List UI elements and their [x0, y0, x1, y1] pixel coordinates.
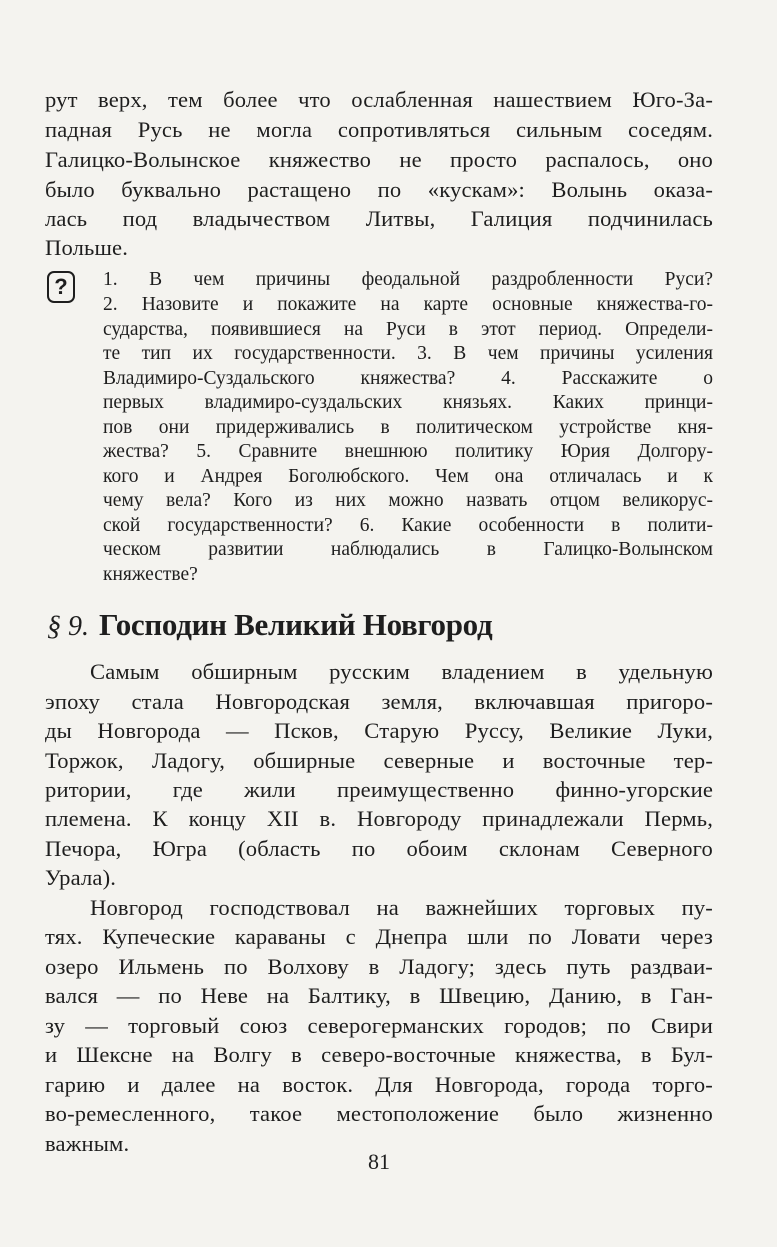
- question-line: первых владимиро-суздальских князьях. Каких принци-: [103, 392, 713, 413]
- question-line: ской государственности? 6. Какие особенности в полити-: [103, 515, 713, 536]
- section-title: Господин Великий Новгород: [99, 607, 493, 642]
- text-line: Галицко-Волынское княжество не просто распалось, оно: [45, 147, 713, 172]
- question-line: 2. Назовите и покажите на карте основные княжества-го-: [103, 294, 713, 315]
- question-line: ческом развитии наблюдались в Галицко-Волынском: [103, 539, 713, 560]
- text-line: рут верх, тем более что ослабленная нашествием Юго-За-: [45, 87, 713, 112]
- text-line: Торжок, Ладогу, обширные северные и восточные тер-: [45, 748, 713, 773]
- text-line: эпоху стала Новгородская земля, включавшая пригоро-: [45, 689, 713, 714]
- text-line: лась под владычеством Литвы, Галиция подчинилась: [45, 206, 713, 231]
- text-line: озеро Ильмень по Волхову в Ладогу; здесь путь раздваи-: [45, 954, 713, 979]
- page-number: 81: [368, 1149, 390, 1174]
- text-line: и Шексне на Волгу в северо-восточные княжества, в Бул-: [45, 1042, 713, 1067]
- text-line: Самым обширным русским владением в удельную: [90, 659, 713, 684]
- text-line: зу — торговый союз северогерманских городов; по Свири: [45, 1013, 713, 1038]
- section-heading: [47, 609, 492, 641]
- text-line: было буквально растащено по «кускам»: Волынь оказа-: [45, 177, 713, 202]
- question-line: кого и Андрея Боголюбского. Чем она отличалась и к: [103, 466, 713, 487]
- question-line: жества? 5. Сравните внешнюю политику Юрия Долгору-: [103, 441, 713, 462]
- question-line: сударства, появившиеся на Руси в этот период. Определи-: [103, 319, 713, 340]
- question-line: Владимиро-Суздальского княжества? 4. Расскажите о: [103, 368, 713, 389]
- text-line: ритории, где жили преимущественно финно-угорские: [45, 777, 713, 802]
- text-line: падная Русь не могла сопротивляться сильным соседям.: [45, 117, 713, 142]
- text-line: Печора, Югра (область по обоим склонам Северного: [45, 836, 713, 861]
- question-line: княжестве?: [103, 564, 198, 585]
- section-number: § 9.: [47, 611, 89, 642]
- text-line: ды Новгорода — Псков, Старую Руссу, Великие Луки,: [45, 718, 713, 743]
- text-line: Урала).: [45, 865, 117, 890]
- text-line: племена. К концу XII в. Новгороду принадлежали Пермь,: [45, 806, 713, 831]
- text-line: Новгород господствовал на важнейших торговых пу-: [90, 895, 713, 920]
- question-line: чему вела? Кого из них можно назвать отцом великорус-: [103, 490, 713, 511]
- text-line: вался — по Неве на Балтику, в Швецию, Данию, в Ган-: [45, 983, 713, 1008]
- text-line: во-ремесленного, такое местоположение было жизненно: [45, 1101, 713, 1126]
- question-line: те тип их государственности. 3. В чем причины усиления: [103, 343, 713, 364]
- question-icon: ?: [47, 271, 75, 303]
- book-page: [45, 0, 713, 1247]
- question-line: пов они придерживались в политическом устройстве кня-: [103, 417, 713, 438]
- text-line: важным.: [45, 1131, 130, 1156]
- text-line: тях. Купеческие караваны с Днепра шли по Ловати через: [45, 924, 713, 949]
- question-line: 1. В чем причины феодальной раздробленности Руси?: [103, 269, 713, 290]
- text-line: гарию и далее на восток. Для Новгорода, города торго-: [45, 1072, 713, 1097]
- text-line: Польше.: [45, 235, 129, 260]
